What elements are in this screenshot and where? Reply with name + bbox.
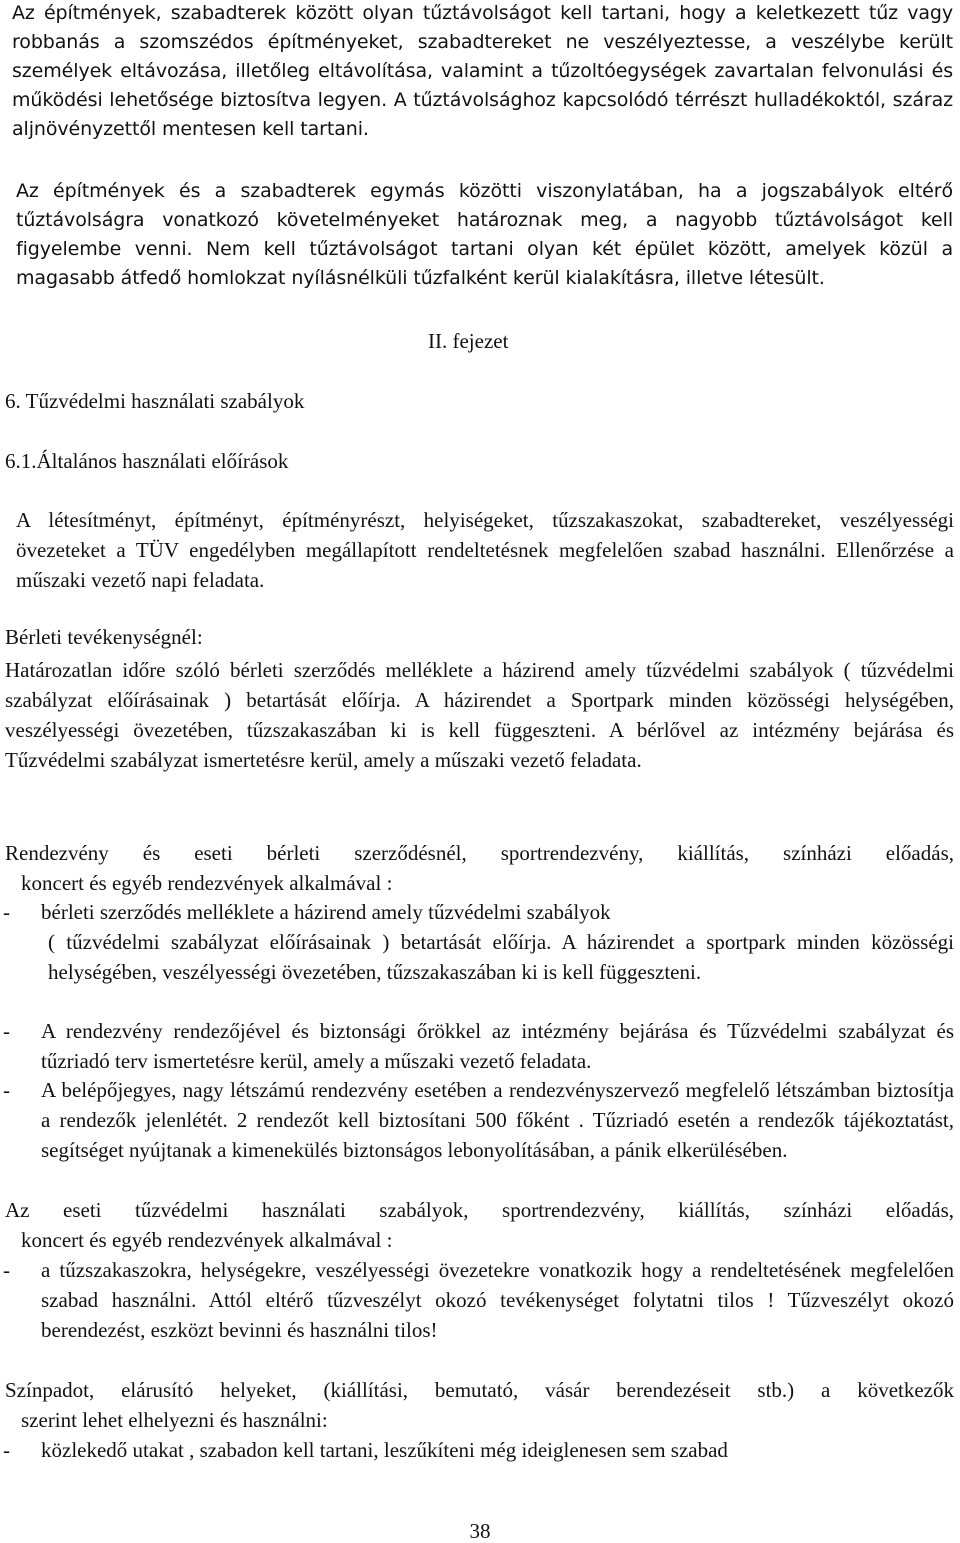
bullet-dash: - — [3, 1258, 10, 1282]
events-intro-line2: koncert és egyéb rendezvények alkalmával : — [21, 871, 393, 895]
paragraph-rental — [5, 655, 954, 775]
bullet-dash: - — [3, 1438, 10, 1462]
event-bullet-3 — [3, 1076, 954, 1165]
occasional-bullet-1-text: a tűzszakaszokra, helységekre, veszélyességi övezetekre vonatkozik hogy a rendeltetésének megfelelően szabad használni. Attól eltérő tűzveszélyt okozó tevékenységet folytatni tilos ! Tűzveszélyt okozó berendezést, eszközt bevinni és használni tilos! — [41, 1258, 954, 1342]
stage-intro-line1: Színpadot, elárusító helyeket, (kiállítási, bemutató, vásár berendezéseit stb.) a következők — [5, 1378, 954, 1402]
chapter-heading: II. fejezet — [428, 329, 509, 353]
paragraph-relationship: Az építmények és a szabadterek egymás közötti viszonylatában, ha a jogszabályok eltérő tűztávolságra vonatkozó követelményeket határoznak meg, a nagyobb tűztávolságot kell figyelembe venni. Nem kell tűztávolságot tartani olyan két épület között, amelyek közül a magasabb átfedő homlokzat nyílásnélküli tűzfalként kerül kialakításra, illetve létesült. — [16, 180, 953, 289]
event-bullet-2 — [3, 1017, 954, 1077]
paragraph-general-use: A létesítményt, építményt, építményrészt, helyiségeket, tűzszakaszokat, szabadtereket, veszélyességi övezeteket a TÜV engedélyben megállapított rendeltetésnek megfelelően szabad használni. Ellenőrzése a műszaki vezető napi feladata. — [16, 508, 954, 592]
event-bullet-2-text: A rendezvény rendezőjével és biztonsági őrökkel az intézmény bejárása és Tűzvédelmi szabályzat és tűzriadó terv ismertetésre kerül, amely a műszaki vezető feladata. — [41, 1019, 954, 1073]
paragraph-rental-text: Határozatlan időre szóló bérleti szerződés melléklete a házirend amely tűzvédelmi szabályok ( tűzvédelmi szabályzat előírásainak ) betartását előírja. A házirendet a Sportpark minden közösségi helységében, veszélyességi övezetében, tűzszakaszában ki is kell függeszteni. A bérlővel az intézmény bejárása és Tűzvédelmi szabályzat ismertetésre kerül, amely a műszaki vezető feladata. — [5, 658, 954, 772]
event-bullet-1-line1: bérleti szerződés melléklete a házirend amely tűzvédelmi szabályok — [41, 900, 611, 924]
events-intro — [5, 838, 954, 898]
bullet-dash: - — [3, 900, 10, 924]
occasional-intro — [5, 1195, 954, 1255]
occasional-intro-line2: koncert és egyéb rendezvények alkalmával : — [21, 1228, 393, 1252]
bullet-dash: - — [3, 1078, 10, 1102]
rental-label: Bérleti tevékenységnél: — [5, 625, 203, 649]
event-bullet-1-rest: ( tűzvédelmi szabályzat előírásainak ) betartását előírja. A házirendet a sportpark minden közösségi helységében, veszélyességi övezetében, tűzszakaszában ki is kell függeszteni. — [48, 929, 954, 984]
subsection-heading: 6.1.Általános használati előírások — [5, 449, 289, 473]
events-intro-line1: Rendezvény és eseti bérleti szerződésnél, sportrendezvény, kiállítás, színházi előadás, — [5, 841, 954, 865]
event-bullet-3-text: A belépőjegyes, nagy létszámú rendezvény esetében a rendezvényszervező megfelelő létszámban biztosítja a rendezők jelenlétét. 2 rendezőt kell biztosítani 500 főként . Tűzriadó esetén a rendezők tájékoztatást, segítséget nyújtanak a kimenekülés biztonságos lebonyolításában, a pánik elkerülésében. — [41, 1078, 954, 1162]
section-heading: 6. Tűzvédelmi használati szabályok — [5, 389, 305, 413]
paragraph-fire-distance: Az építmények, szabadterek között olyan tűztávolságot kell tartani, hogy a keletkezett tűz vagy robbanás a szomszédos építményeket, szabadtereket ne veszélyeztesse, a veszélybe került személyek eltávozása, illetőleg eltávolítása, valamint a tűzoltóegységek zavartalan felvonulási és működési lehetősége biztosítva legyen. A tűztávolsághoz kapcsolódó térrészt hulladékoktól, száraz aljnövényzettől mentesen kell tartani. — [12, 2, 953, 140]
stage-bullet-1-text: közlekedő utakat , szabadon kell tartani, leszűkíteni még ideiglenesen sem szabad — [41, 1438, 728, 1462]
stage-intro — [5, 1375, 954, 1435]
bullet-dash: - — [3, 1019, 10, 1043]
stage-bullet-1 — [3, 1436, 954, 1466]
event-bullet-1 — [3, 898, 954, 987]
occasional-intro-line1: Az eseti tűzvédelmi használati szabályok, sportrendezvény, kiállítás, színházi előadás, — [5, 1198, 954, 1222]
occasional-bullet-1 — [3, 1256, 954, 1345]
stage-intro-line2: szerint lehet elhelyezni és használni: — [21, 1408, 328, 1432]
page-number: 38 — [469, 1519, 491, 1543]
